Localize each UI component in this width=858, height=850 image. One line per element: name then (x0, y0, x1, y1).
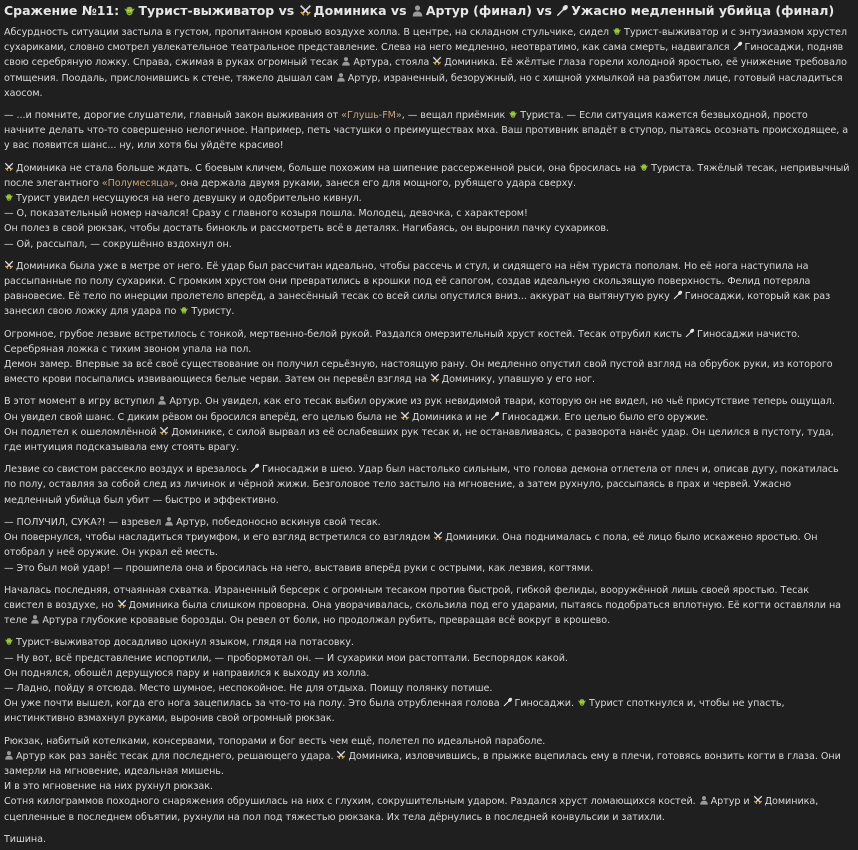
character-name: Артур (169, 396, 200, 408)
person-icon (30, 614, 40, 624)
character-name: Доминики (445, 532, 497, 544)
character-name: Туристу (191, 306, 232, 318)
story-text: — Ну вот, всё представление испортили, — пробормотал он. — И сухарики мои растоптали. Беспорядок какой. (4, 652, 568, 664)
story-text: Тишина. (4, 833, 46, 845)
quoted-name: «Полумесяца» (101, 177, 175, 189)
goblin-icon (577, 697, 587, 707)
story-text: . Он увидел, как его тесак выбил оружие из рук невидимой твари, которую он не видел, но чьё присутствие теперь ощущал. Он увидел свой шанс. С диким рёвом он бросился вперёд, его целью была не (4, 396, 835, 423)
goblin-icon (123, 4, 136, 17)
character-name: Гиносаджи (261, 464, 319, 476)
story-paragraph (4, 327, 851, 388)
story-line (4, 327, 851, 357)
crossed-swords-icon (159, 426, 169, 436)
goblin-icon (508, 109, 518, 119)
spoon-icon (556, 4, 569, 17)
story-line (4, 191, 851, 206)
story-text: Он повернулся, чтобы насладиться триумфом, и его взгляд встретился со взглядом (4, 532, 434, 544)
story-paragraph (4, 583, 851, 629)
crossed-swords-icon (117, 599, 127, 609)
crossed-swords-icon (4, 162, 14, 172)
character-name: Туриста (520, 110, 561, 122)
story-line (4, 530, 851, 560)
story-text: начисто. Серебряная ложка с тихим звоном упала на пол. (4, 328, 800, 355)
story-text: и с энтузиазмом хрустел сухариками, словно смотрел увлекательное театральное представление. Слева на него медленно, неотвратимо, как сама смерть, надвигался (4, 27, 847, 54)
story-line (4, 651, 851, 666)
story-paragraph (4, 462, 851, 508)
character-name: Доминика (411, 411, 463, 423)
goblin-icon (4, 636, 14, 646)
story-paragraph (4, 259, 851, 320)
story-text: Он полез в свой рюкзак, чтобы достать бинокль и рассмотреть всё в деталях. Нагибаясь, он выронил пачку сухариков. (4, 223, 609, 235)
story-line (4, 681, 851, 696)
character-name: Гиносаджи (684, 291, 742, 303)
crossed-swords-icon (299, 4, 312, 17)
story-text: не стала больше ждать. С боевым кличем, больше похожим на шипение рассерженной рыси, она бросилась на (66, 162, 640, 174)
person-icon (411, 4, 424, 17)
character-name: Доминика (444, 57, 495, 69)
character-name: Доминика (16, 162, 67, 174)
story-text: увидел несущуюся на него девушку и одобрительно кивнул. (50, 193, 362, 205)
character-name: Турист (588, 698, 624, 710)
person-icon (4, 750, 14, 760)
title-participant: Турист-выживатор (138, 3, 275, 18)
character-name: Гиносаджи (501, 411, 559, 423)
story-text: , с силой вырвал из её ослабевших рук тесак и, не останавливаясь, с разворота нанёс удар. Он целился в пустоту, туда, где интуиция подсказывала ему стоять врагу. (4, 426, 834, 454)
character-name: Доминика (128, 599, 180, 611)
character-name: Туриста (651, 162, 692, 174)
story-text: Абсурдность ситуации застыла в густом, пропитанном кровью воздухе холла. В центре, на складном стульчике, сидел (4, 27, 613, 38)
story-text: — ПОЛУЧИЛ, СУКА?! — взревел (4, 516, 165, 528)
story-text: . (570, 698, 577, 710)
character-name: Артура (353, 57, 389, 69)
story-line (4, 794, 851, 824)
character-name: Турист-выживатор (16, 637, 111, 649)
story-text: глубокие кровавые борозды. Он ревел от боли, но продолжал рубить, превращая всё вокруг в крошево. (77, 615, 611, 627)
story-text: , изловчившись, в прыжке вцепилась ему в плечи, готовясь вонзить когти в глаза. Они замерли на мгновение, идеальная мишень. (4, 750, 841, 777)
person-icon (699, 795, 709, 805)
character-name: Доминика (16, 260, 67, 272)
story-text: . (231, 306, 235, 318)
spoon-icon (250, 463, 260, 473)
story-text: Началась последняя, отчаянная схватка. Израненный берсерк с огромным тесаком против быстрой, гибкой фелиды, вооружённой лишь своей яростью. Тесак свистел в воздухе, но (4, 584, 809, 611)
character-name: Доминика (348, 750, 400, 762)
story-text: — Это был мой удар! — прошипела она и бросилась на него, выставив вперёд руки с острыми, как лезвия, когтями. (4, 562, 594, 574)
story-text: , стояла (388, 57, 433, 69)
crossed-swords-icon (336, 750, 346, 760)
crossed-swords-icon (432, 56, 442, 66)
story-text: досадливо цокнул языком, глядя на потасовку. (110, 637, 354, 649)
story-line (4, 237, 851, 252)
story-line (4, 734, 851, 749)
story-text: Огромное, грубое лезвие встретилось с тонкой, мертвенно-белой рукой. Раздался омерзительный хруст костей. Тесак отрубил кисть (4, 328, 686, 340)
story-text: Рюкзак, набитый котелками, консервами, топорами и бог весть чем ещё, полетел по идеальной параболе. (4, 735, 546, 747)
story-text: . Она поднималась с пола, её лицо было искажено яростью. Он отобрал у неё оружие. Он украл её месть. (4, 532, 818, 559)
story-text: споткнулся и, чтобы не упасть, инстинктивно взмахнул руками, выронив свой огромный рюкзак. (4, 698, 785, 725)
character-name: Гиносаджи (697, 328, 754, 340)
spoon-icon (490, 411, 500, 421)
person-icon (164, 516, 174, 526)
story-line (4, 221, 851, 236)
character-name: Турист-выживатор (624, 27, 719, 38)
story-text: и (740, 796, 753, 808)
story-text: В этот момент в игру вступил (4, 396, 158, 408)
story-text: — ...и помните, дорогие слушатели, главный закон выживания от (4, 110, 342, 122)
story-text: была слишком проворна. Она уворачивалась, скользила под его ударами, пытаясь подобраться вплотную. Её когти оставляли на теле (4, 599, 842, 627)
story-text: — О, показательный номер начался! Сразу с главного козыря пошла. Молодец, девочка, с характером! (4, 208, 528, 220)
story-line (4, 832, 851, 847)
story-text: . Его целью было его оружие. (558, 411, 709, 423)
story-paragraph (4, 635, 851, 726)
character-name: Артур (176, 516, 206, 528)
story-line (4, 161, 851, 191)
story-text: в шею. Удар был настолько сильным, что голова демона отлетела от плеч и, описав дугу, покатилась по полу, оставляя за собой след из личинок и чёрной жижи. Безголовое тело застыло на мгновение, а затем рухнуло, рассыпаясь в прах и червей. Ужасно медленный убийца был убит — быстро и эффективно. (4, 464, 839, 506)
story-text: и не (462, 411, 490, 423)
story-text: , она держала двумя руками, занеся его для мощного, рубящего удара сверху. (174, 177, 577, 189)
story-line (4, 425, 851, 455)
story-line (4, 696, 851, 726)
story-paragraph (4, 108, 851, 154)
title-participant: Артур (финал) (425, 3, 532, 18)
spoon-icon (503, 697, 513, 707)
character-name: Гиносаджи (514, 698, 571, 710)
story-text: была уже в метре от него. Её удар был рассчитан идеально, чтобы рассечь и стул, и сидящего на нём туриста пополам. Но её нога наступила на рассыпанные по полу сухарики. С громким хрустом они превратились в крошки под её сапогом, создав идеальную скользящую поверхность. Фелид потеряла равновесие. Её тело по инерции пролетело вперёд, а занесённый тесак со всей силы опустился вниз... аккурат на вытянутую руку (4, 260, 811, 303)
story-text: И в это мгновение на них рухнул рюкзак. (4, 781, 213, 793)
title-participant: Доминика (313, 3, 387, 18)
goblin-icon (639, 162, 649, 172)
story-line (4, 206, 851, 221)
spoon-icon (685, 328, 695, 338)
story-paragraph (4, 25, 851, 101)
story-line (4, 561, 851, 576)
story-text: , подняв свою серебряную ложку. Справа, сжимая в руках огромный тесак (4, 42, 844, 69)
story-text: Сотня килограммов походного снаряжения обрушилась на них с глухим, сокрушительным ударом. Раздался хруст ломающихся костей. (4, 796, 699, 808)
story-paragraph (4, 515, 851, 576)
person-icon (157, 395, 167, 405)
story-text: , победоносно вскинув свой тесак. (205, 516, 381, 528)
story-line (4, 259, 851, 320)
story-text: , — вещал приёмник (401, 110, 509, 122)
story-text: — Ладно, пойду я отсюда. Место шумное, неспокойное. Не для отдыха. Поищу полянку потише. (4, 682, 493, 694)
person-icon (336, 72, 346, 82)
story-paragraph (4, 161, 851, 252)
story-text: , который как раз занесил свою ложку для удара по (4, 291, 831, 318)
story-text: . Тяжёлый тесак, непривычный после элегантного (4, 162, 850, 189)
person-icon (341, 56, 351, 66)
story-line (4, 666, 851, 681)
story-line (4, 25, 851, 101)
story-text: , израненный, безоружный, но с хищной ухмылкой на разбитом лице, готовый насладиться хаосом. (4, 72, 843, 99)
goblin-icon (179, 305, 189, 315)
story-text: — Ой, рассыпал, — сокрушённо вздохнул он. (4, 238, 232, 250)
quoted-name: «Глушь-FM» (341, 110, 402, 122)
page-title (4, 2, 851, 19)
character-name: Артура (42, 615, 78, 627)
character-name: Доминике (171, 426, 223, 438)
story-line (4, 583, 851, 629)
spoon-icon (733, 41, 743, 51)
story-text: как раз занёс тесак для последнего, решающего удара. (45, 750, 337, 762)
character-name: Доминика (764, 796, 816, 808)
character-name: Турист (16, 193, 51, 205)
story-text: , сцепленные в последнем объятии, рухнули на пол под тяжестью рюкзака. Их тела дёрнулись в последней конвульсии и затихли. (4, 796, 819, 823)
character-name: Доминику (441, 374, 493, 386)
title-separator: vs (274, 3, 299, 18)
character-name: Артур (16, 750, 46, 762)
title-separator: vs (386, 3, 411, 18)
story-line (4, 779, 851, 794)
story-text: Демон замер. Впервые за всё своё существование он получил серьёзную, настоящую рану. Он медленно опустил свой пустой взгляд на обрубок руки, из которого вместо крови посыпались извивающиеся белые черви. Затем он перевёл взгляд на (4, 359, 833, 386)
story-paragraph (4, 394, 851, 455)
story-text: Лезвие со свистом рассекло воздух и врезалось (4, 464, 250, 476)
story-body (4, 25, 851, 847)
title-separator: vs (532, 3, 557, 18)
story-line (4, 462, 851, 508)
story-text: Он уже почти вышел, когда его нога зацепилась за что-то на полу. Это была отрубленная голова (4, 698, 503, 710)
story-line (4, 515, 851, 530)
crossed-swords-icon (4, 260, 14, 270)
story-text: Он поднялся, обошёл дерущуюся пару и направился к выходу из холла. (4, 667, 370, 679)
goblin-icon (612, 26, 622, 36)
story-paragraph (4, 832, 851, 847)
character-name: Гиносаджи (744, 42, 801, 54)
story-text: . Её жёлтые глаза горели холодной яростью, её унижение требовало отмщения. Поодаль, прислонившись к стене, тяжело дышал сам (4, 57, 847, 84)
crossed-swords-icon (753, 795, 763, 805)
story-line (4, 635, 851, 650)
story-line (4, 749, 851, 779)
story-text: Он подлетел к ошеломлённой (4, 426, 160, 438)
crossed-swords-icon (400, 411, 410, 421)
goblin-icon (4, 192, 14, 202)
story-line (4, 394, 851, 424)
story-text: , упавшую у его ног. (492, 374, 596, 386)
story-paragraph (4, 734, 851, 825)
story-line (4, 357, 851, 387)
title-prefix: Сражение №11: (4, 3, 124, 18)
crossed-swords-icon (433, 531, 443, 541)
character-name: Артур (347, 72, 378, 84)
title-participant: Ужасно медленный убийца (финал) (571, 3, 835, 18)
spoon-icon (673, 290, 683, 300)
story-line (4, 108, 851, 154)
crossed-swords-icon (430, 373, 440, 383)
character-name: Артур (710, 796, 741, 808)
story-text: . — Если ситуация кажется безвыходной, просто начните делать что-то совершенно нелогичное. Например, петь частушки о преимуществах мха. Ваш противник впадёт в ступор, пытаясь осознать происходящее, а у вас появится шанс... ну, или хотя бы уйдёте красиво! (4, 110, 849, 152)
